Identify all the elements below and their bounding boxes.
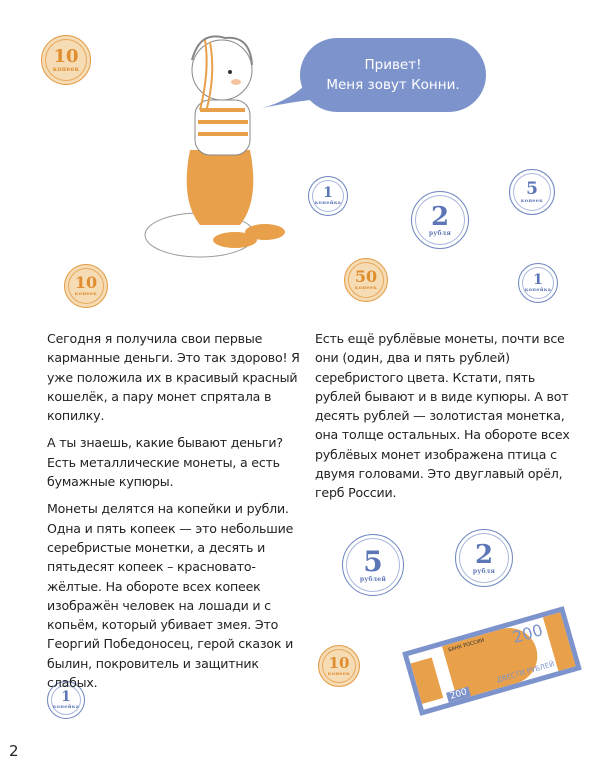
- speech-bubble: [300, 38, 486, 112]
- paragraph: Сегодня я получила свои первые карманные деньги. Это так здорово! Я уже положила их в красивый красный кошелёк, а пару монет спрятала в копилку.: [47, 331, 300, 424]
- coin-1-kopek: 1 копейка: [518, 263, 558, 303]
- coin-5-rubles: 5 рублей: [342, 534, 404, 596]
- speech-line-1: Привет!: [364, 57, 422, 73]
- coin-10-kopeks: 10 копеек: [64, 264, 108, 308]
- coin-2-rubles: 2 рубля: [455, 529, 513, 587]
- speech-line-2: Меня зовут Конни.: [326, 77, 460, 93]
- paragraph: Есть ещё рублёвые монеты, почти все они (один, два и пять рублей) серебристого цвета. Кстати, пять рублей бывают и в виде купюры. А вот десять рублей — золотистая монетка, она толще остальных. На обороте всех рублёвых монет изображена птица с двумя головами. Это двуглавый орёл, герб России.: [315, 331, 570, 501]
- coin-1-kopek: 1 копейка: [47, 681, 85, 719]
- coin-1-kopek: 1 копейка: [308, 176, 348, 216]
- coin-5-kopeks: 5 копеек: [509, 169, 555, 215]
- banknote-bank: БАНК РОССИИ: [447, 637, 486, 654]
- page-number: 2: [9, 742, 19, 760]
- coin-10-kopeks: 10 копеек: [41, 35, 91, 85]
- paragraph: Монеты делятся на копейки и рубли. Одна и пять копеек — это небольшие серебристые монетки, а десять и пятьдесят копеек – красновато-жёлтые. На обороте всех копеек изображён человек на лошади и с копьём, который убивает змея. Это Георгий Победоносец, герой сказок и былин, покровитель и защитник слабых.: [47, 501, 294, 691]
- banknote-value-small: 200: [446, 687, 471, 703]
- banknote-200-rubles: [402, 606, 582, 716]
- girl-illustration: [130, 0, 310, 275]
- banknote-value: 200: [510, 620, 545, 647]
- coin-50-kopeks: 50 копеек: [344, 258, 388, 302]
- left-text-column: [47, 329, 309, 700]
- right-text-column: [315, 329, 577, 511]
- paragraph: А ты знаешь, какие бывают деньги? Есть металлические монеты, а есть бумажные купюры.: [47, 435, 283, 490]
- coin-10-kopeks: 10 копеек: [318, 645, 360, 687]
- banknote-text: ДВЕСТИ РУБЛЕЙ: [495, 660, 556, 685]
- coin-2-rubles: 2 рубля: [411, 191, 469, 249]
